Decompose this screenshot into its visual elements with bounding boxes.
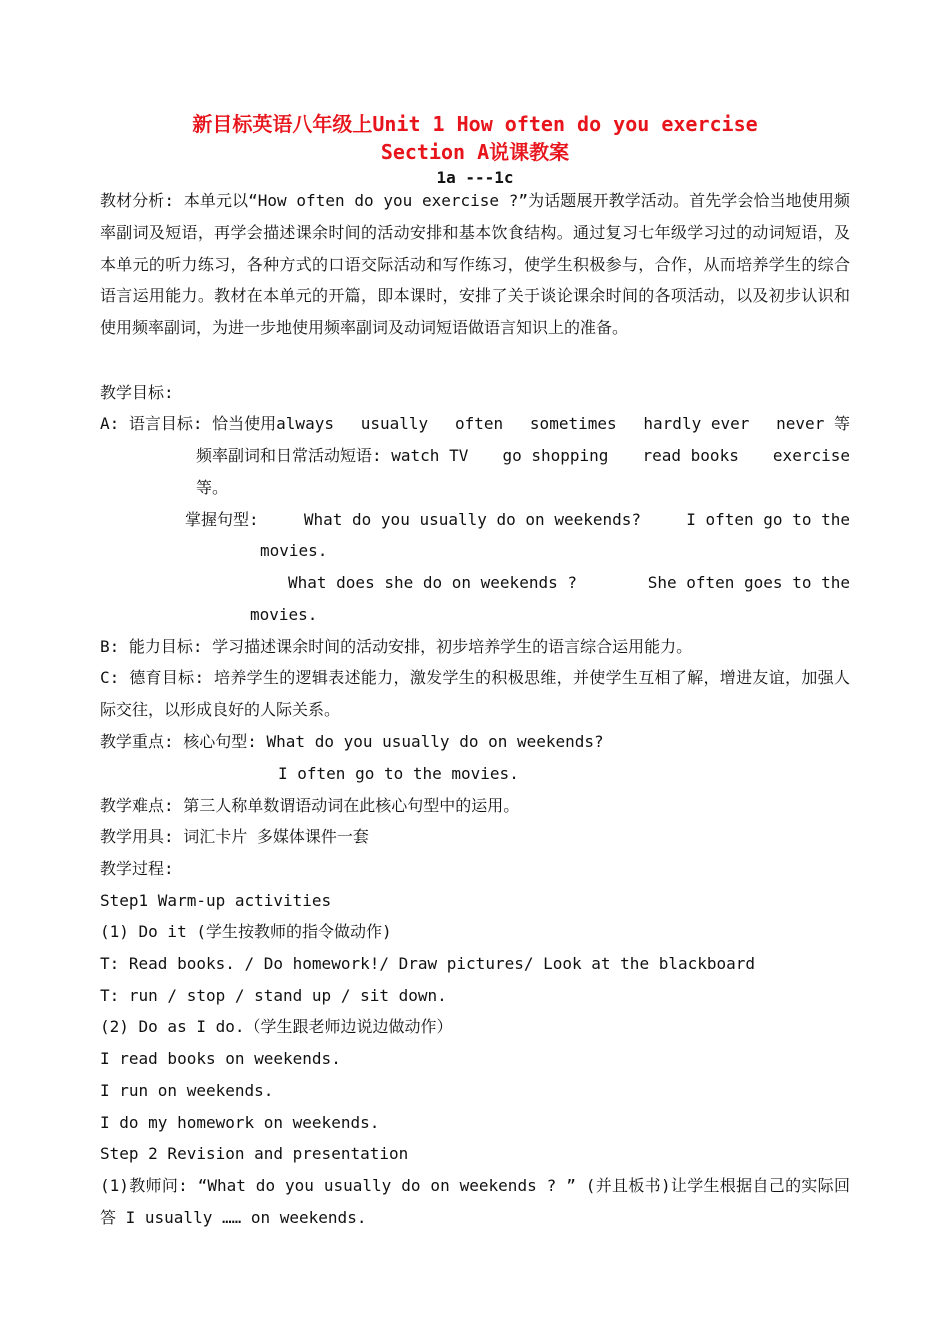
goal-a-phrase: read books xyxy=(642,446,739,465)
document-title-line2: Section A说课教案 xyxy=(380,140,570,164)
do-as-i-do: (2) Do as I do.（学生跟老师边说边做动作） xyxy=(100,1017,453,1036)
goal-a-line2-lead: 频率副词和日常活动短语: watch TV xyxy=(196,446,469,465)
pattern2-answer: She often goes to the xyxy=(647,573,850,592)
goal-a-word: never 等 xyxy=(776,414,850,433)
key-point-answer: I often go to the movies. xyxy=(278,764,519,783)
pattern1-question: What do you usually do on weekends? xyxy=(303,510,642,529)
pattern-line2 xyxy=(288,572,850,594)
sample-sentence: I do my homework on weekends. xyxy=(100,1113,380,1132)
goal-a-phrase: exercise xyxy=(772,446,850,465)
pattern2-question: What does she do on weekends ? xyxy=(288,573,577,592)
teacher-commands-1: T: Read books. / Do homework!/ Draw pictures/ Look at the blackboard xyxy=(100,954,756,973)
document-title-line1: 新目标英语八年级上Unit 1 How often do you exercise xyxy=(192,112,758,136)
goal-b: B: 能力目标: 学习描述课余时间的活动安排，初步培养学生的语言综合运用能力。 xyxy=(100,637,693,656)
goal-a-label: A: 语言目标: 恰当使用always xyxy=(100,414,334,433)
key-point: 教学重点: 核心句型: What do you usually do on weekends? xyxy=(100,732,604,751)
goal-a-line3: 等。 xyxy=(196,478,229,497)
pattern2-continuation: movies. xyxy=(250,605,318,624)
difficulty: 教学难点: 第三人称单数谓语动词在此核心句型中的运用。 xyxy=(100,796,520,815)
goal-a-word: usually xyxy=(360,414,429,433)
teacher-commands-2: T: run / stop / stand up / sit down. xyxy=(100,986,447,1005)
pattern1-continuation: movies. xyxy=(260,541,328,560)
step2-heading: Step 2 Revision and presentation xyxy=(100,1144,409,1163)
teacher-question: (1)教师问: “What do you usually do on weekends ? ” (并且板书)让学生根据自己的实际回答 I usually …… on weekends. xyxy=(100,1176,850,1227)
goal-a-word: sometimes xyxy=(529,414,617,433)
goal-c: C: 德育目标: 培养学生的逻辑表述能力，激发学生的积极思维，并使学生互相了解，增进友谊，加强人际交往，以形成良好的人际关系。 xyxy=(100,668,850,719)
goal-a-line1 xyxy=(100,413,850,435)
sample-sentence: I run on weekends. xyxy=(100,1081,274,1100)
step1-heading: Step1 Warm-up activities xyxy=(100,891,332,910)
goal-a-word: hardly ever xyxy=(643,414,750,433)
pattern-label: 掌握句型: xyxy=(185,510,259,529)
process-heading: 教学过程: xyxy=(100,859,174,878)
goal-a-word: often xyxy=(454,414,504,433)
pattern1-answer: I often go to the xyxy=(686,510,850,529)
textbook-analysis: 教材分析: 本单元以“How often do you exercise ?”为话题展开教学活动。首先学会恰当地使用频率副词及短语，再学会描述课余时间的活动安排和基本饮食结构。通过复习七年级学习过的动词短语，及本单元的听力练习，各种方式的口语交际活动和写作练习，使学生积极参与，合作，从而培养学生的综合语言运用能力。教材在本单元的开篇，即本课时，安排了关于谈论课余时间的各项活动，以及初步认识和使用频率副词，为进一步地使用频率副词及动词短语做语言知识上的准备。 xyxy=(100,191,850,338)
pattern-line1 xyxy=(185,509,850,531)
do-it: (1) Do it (学生按教师的指令做动作) xyxy=(100,922,392,941)
goal-a-phrase: go shopping xyxy=(502,446,609,465)
objectives-heading: 教学目标: xyxy=(100,383,174,402)
teaching-tools: 教学用具: 词汇卡片 多媒体课件一套 xyxy=(100,827,369,846)
goal-a-line2 xyxy=(196,445,850,467)
sample-sentence: I read books on weekends. xyxy=(100,1049,341,1068)
lesson-range: 1a ---1c xyxy=(436,168,514,187)
